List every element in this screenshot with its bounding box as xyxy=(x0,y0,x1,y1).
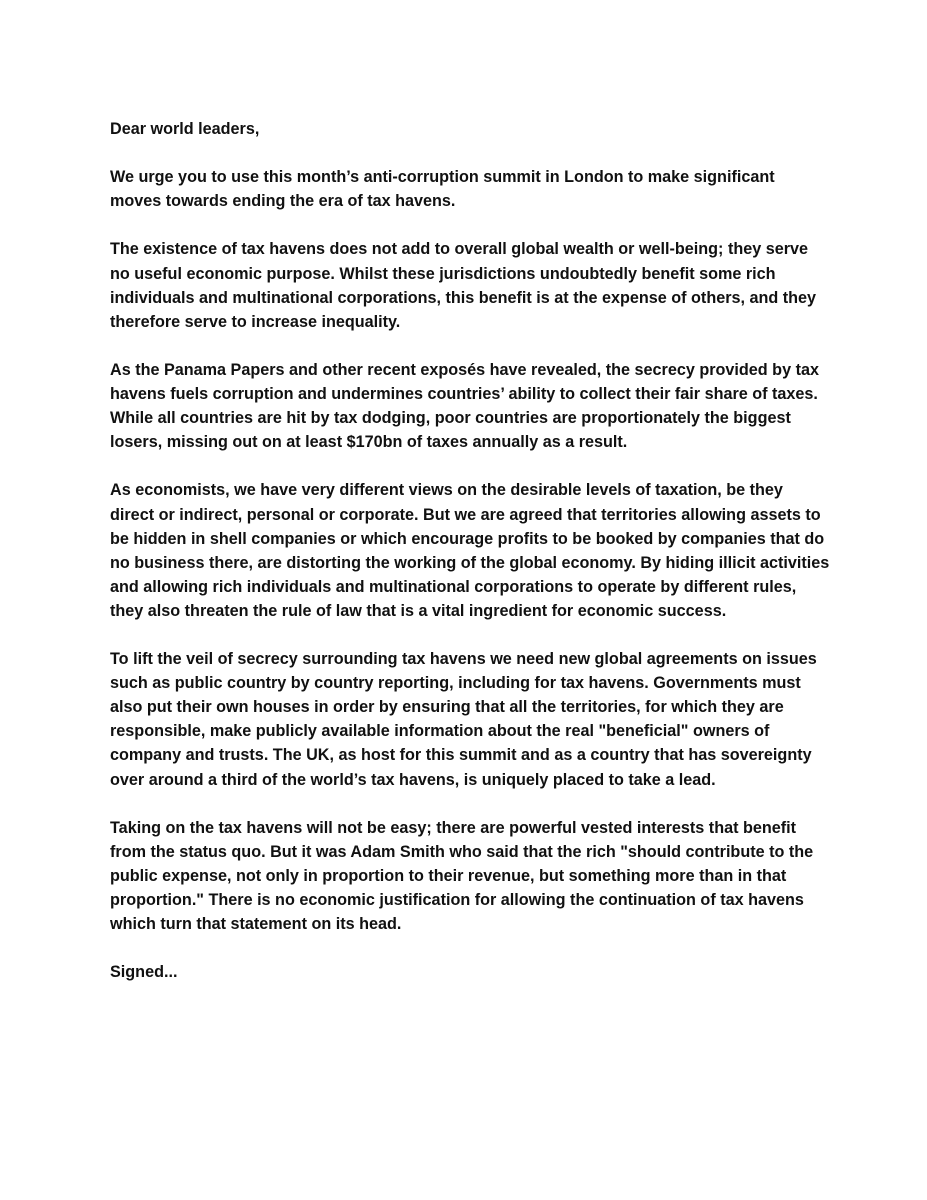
paragraph-panama-papers: As the Panama Papers and other recent exposés have revealed, the secrecy provided by tax havens fuels corruption and undermines countries’ ability to collect their fair share of taxes. While all countries are hit by tax dodging, poor countries are proportionately the biggest losers, missing out on at least $170bn of taxes annually as a result. xyxy=(110,360,819,452)
paragraph-tax-havens-purpose: The existence of tax havens does not add to overall global wealth or well-being; they serve no useful economic purpose. Whilst these jurisdictions undoubtedly benefit some rich individuals and multinational corporations, this benefit is at the expense of others, and they therefore serve to increase inequality. xyxy=(110,240,817,331)
paragraph-economists-views: As economists, we have very different views on the desirable levels of taxation, be they direct or indirect, personal or corporate. But we are agreed that territories allowing assets to be hidden in shell companies or which encourage profits to be booked by companies that do no business there, are distorting the working of the global economy. By hiding illicit activities and allowing rich individuals and multinational corporations to operate by different rules, they also threaten the rule of law that is a vital ingredient for economic success. xyxy=(110,481,830,620)
salutation: Dear world leaders, xyxy=(110,120,260,138)
paragraph-adam-smith: Taking on the tax havens will not be easy; there are powerful vested interests that benefit from the status quo. But it was Adam Smith who said that the rich "should contribute to the public expense, not only in proportion to their revenue, but something more than in that proportion." There is no economic justification for allowing the continuation of tax havens which turn that statement on its head. xyxy=(110,818,814,934)
letter-body xyxy=(110,117,830,1008)
signoff: Signed... xyxy=(110,963,178,982)
paragraph-summit: We urge you to use this month’s anti-corruption summit in London to make significant moves towards ending the era of tax havens. xyxy=(110,168,775,211)
paragraph-lift-the-veil: To lift the veil of secrecy surrounding tax havens we need new global agreements on issues such as public country by country reporting, including for tax havens. Governments must also put their own houses in order by ensuring that all the territories, for which they are responsible, make publicly available information about the real "beneficial" owners of company and trusts. The UK, as host for this summit and as a country that has sovereignty over around a third of the world’s tax havens, is uniquely placed to take a lead. xyxy=(110,650,817,789)
